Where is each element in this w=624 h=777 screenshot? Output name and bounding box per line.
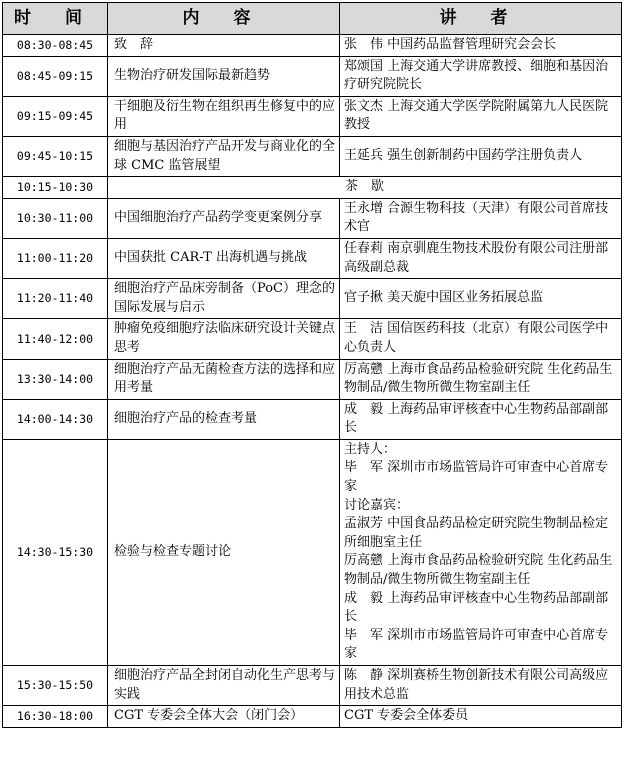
speaker-cell xyxy=(340,279,622,319)
speaker-cell xyxy=(340,238,622,278)
table-row xyxy=(3,399,622,439)
speaker-line: 王永增 合源生物科技（天津）有限公司首席技术官 xyxy=(344,200,609,235)
content-cell: 检验与检查专题讨论 xyxy=(108,439,340,665)
speaker-cell xyxy=(340,319,622,359)
speaker-cell xyxy=(340,359,622,399)
speaker-line: 主持人： xyxy=(344,441,397,457)
speaker-line: 厉高戆 上海市食品药品检验研究院 生化药品生物制品/微生物所微生物室副主任 xyxy=(344,361,613,396)
table-row xyxy=(3,177,622,199)
speaker-cell xyxy=(340,706,622,728)
speaker-line: 王 洁 国信医药科技（北京）有限公司医学中心负责人 xyxy=(344,321,609,355)
content-cell: 肿瘤免疫细胞疗法临床研究设计关键点思考 xyxy=(108,319,340,359)
speaker-line: 官子揪 美天旎中国区业务拓展总监 xyxy=(344,290,544,306)
speaker-line: 毕 军 深圳市市场监管局许可审查中心首席专家 xyxy=(344,460,609,495)
agenda-table xyxy=(2,2,622,728)
table-row xyxy=(3,136,622,176)
header-speaker: 讲 者 xyxy=(340,3,622,35)
table-row xyxy=(3,706,622,728)
table-row xyxy=(3,279,622,319)
time-cell: 16:30-18:00 xyxy=(3,706,108,728)
speaker-line: 陈 静 深圳赛桥生物创新技术有限公司高级应用技术总监 xyxy=(344,668,609,702)
time-cell: 09:45-10:15 xyxy=(3,136,108,176)
speaker-line: 成 毅 上海药品审评核查中心生物药品部副部长 xyxy=(344,401,609,436)
content-cell: 中国细胞治疗产品药学变更案例分享 xyxy=(108,198,340,238)
time-cell: 14:30-15:30 xyxy=(3,439,108,665)
content-cell: 干细胞及衍生物在组织再生修复中的应用 xyxy=(108,96,340,136)
time-cell: 08:30-08:45 xyxy=(3,35,108,57)
content-cell: 中国获批 CAR-T 出海机遇与挑战 xyxy=(108,238,340,278)
speaker-cell xyxy=(340,136,622,176)
time-cell: 10:15-10:30 xyxy=(3,177,108,199)
speaker-line: 张 伟 中国药品监督管理研究会会长 xyxy=(344,37,557,52)
header-content: 内 容 xyxy=(108,3,340,35)
content-cell: 细胞治疗产品床旁制备（PoC）理念的国际发展与启示 xyxy=(108,279,340,319)
time-cell: 11:00-11:20 xyxy=(3,238,108,278)
speaker-line: 郑颂国 上海交通大学讲席教授、细胞和基因治疗研究院院长 xyxy=(344,58,609,93)
speaker-cell xyxy=(340,35,622,57)
table-row xyxy=(3,359,622,399)
table-row xyxy=(3,198,622,238)
content-cell: 细胞治疗产品无菌检查方法的选择和应用考量 xyxy=(108,359,340,399)
time-cell: 11:40-12:00 xyxy=(3,319,108,359)
speaker-line: 毕 军 深圳市市场监管局许可审查中心首席专家 xyxy=(344,627,609,662)
time-cell: 08:45-09:15 xyxy=(3,56,108,96)
speaker-line: CGT 专委会全体委员 xyxy=(344,708,469,724)
table-row xyxy=(3,56,622,96)
content-cell: 致 辞 xyxy=(108,35,340,57)
speaker-cell xyxy=(340,96,622,136)
table-row xyxy=(3,238,622,278)
time-cell: 13:30-14:00 xyxy=(3,359,108,399)
table-row xyxy=(3,439,622,665)
content-cell: 细胞与基因治疗产品开发与商业化的全球 CMC 监管展望 xyxy=(108,136,340,176)
speaker-line: 讨论嘉宾： xyxy=(344,497,410,513)
header-row xyxy=(3,3,622,35)
time-cell: 10:30-11:00 xyxy=(3,198,108,238)
content-cell: CGT 专委会全体大会（闭门会） xyxy=(108,706,340,728)
time-cell: 15:30-15:50 xyxy=(3,666,108,706)
speaker-cell xyxy=(340,198,622,238)
content-cell: 生物治疗研发国际最新趋势 xyxy=(108,56,340,96)
speaker-line: 王延兵 强生创新制药中国药学注册负责人 xyxy=(344,148,583,164)
content-cell: 细胞治疗产品的检查考量 xyxy=(108,399,340,439)
speaker-line: 成 毅 上海药品审评核查中心生物药品部副部长 xyxy=(344,590,609,625)
speaker-line: 任春莉 南京驯鹿生物技术股份有限公司注册部高级副总裁 xyxy=(344,240,609,275)
time-cell: 14:00-14:30 xyxy=(3,399,108,439)
table-row xyxy=(3,666,622,706)
speaker-cell xyxy=(340,439,622,665)
time-cell: 09:15-09:45 xyxy=(3,96,108,136)
break-cell: 茶 歇 xyxy=(108,177,622,199)
speaker-cell xyxy=(340,666,622,706)
speaker-cell xyxy=(340,399,622,439)
table-row xyxy=(3,96,622,136)
speaker-cell xyxy=(340,56,622,96)
agenda-body xyxy=(3,35,622,728)
content-cell: 细胞治疗产品全封闭自动化生产思考与实践 xyxy=(108,666,340,706)
table-row xyxy=(3,35,622,57)
header-time: 时 间 xyxy=(3,3,108,35)
speaker-line: 孟淑芳 中国食品药品检定研究院生物制品检定所细胞室主任 xyxy=(344,516,609,550)
time-cell: 11:20-11:40 xyxy=(3,279,108,319)
speaker-line: 张文杰 上海交通大学医学院附属第九人民医院教授 xyxy=(344,98,609,133)
speaker-line: 厉高戆 上海市食品药品检验研究院 生化药品生物制品/微生物所微生物室副主任 xyxy=(344,553,613,588)
table-row xyxy=(3,319,622,359)
